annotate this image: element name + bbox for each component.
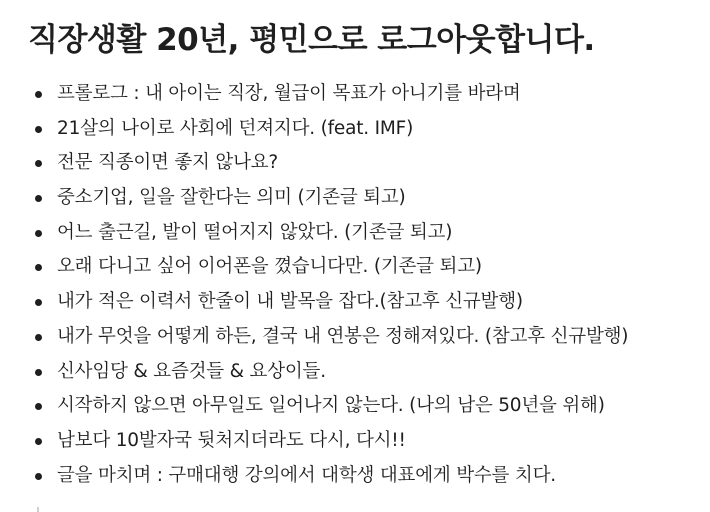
scroll-edge-mark: [37, 507, 39, 512]
list-item: [0, 389, 628, 424]
list-item: [0, 77, 628, 112]
bullet-icon: [35, 473, 42, 480]
page-title: 직장생활 20년, 평민으로 로그아웃합니다.: [28, 22, 595, 58]
list-item-text[interactable]: 어느 출근길, 발이 떨어지지 않았다. (기존글 퇴고): [57, 221, 453, 243]
bullet-icon: [35, 334, 42, 341]
list-item: [0, 112, 628, 147]
list-item-text[interactable]: 남보다 10발자국 뒷처지더라도 다시, 다시!!: [57, 429, 406, 451]
bullet-icon: [35, 230, 42, 237]
bullet-icon: [35, 126, 42, 133]
bullet-icon: [35, 299, 42, 306]
list-item: [0, 146, 628, 181]
list-item-text[interactable]: 21살의 나이로 사회에 던져지다. (feat. IMF): [57, 117, 414, 139]
list-item-text[interactable]: 내가 무엇을 어떻게 하든, 결국 내 연봉은 정해져있다. (참고후 신규발행): [57, 325, 629, 347]
bullet-icon: [35, 264, 42, 271]
list-item-text[interactable]: 프롤로그 : 내 아이는 직장, 월급이 목표가 아니기를 바라며: [57, 83, 521, 104]
list-item: [0, 181, 628, 216]
list-item-text[interactable]: 중소기업, 일을 잘한다는 의미 (기존글 퇴고): [57, 187, 406, 209]
list-item: [0, 285, 628, 320]
list-item-text[interactable]: 전문 직종이면 좋지 않나요?: [57, 152, 279, 174]
list-item-text[interactable]: 오래 다니고 싶어 이어폰을 꼈습니다만. (기존글 퇴고): [57, 256, 482, 278]
list-item: [0, 216, 628, 251]
list-item-text[interactable]: 시작하지 않으면 아무일도 일어나지 않는다. (나의 남은 50년을 위해): [57, 395, 605, 417]
bullet-icon: [35, 91, 42, 98]
table-of-contents: [0, 77, 628, 493]
list-item-text[interactable]: 신사임당 & 요즘것들 & 요상이들.: [57, 360, 326, 382]
list-item: [0, 424, 628, 459]
list-item: [0, 355, 628, 390]
bullet-icon: [35, 369, 42, 376]
bullet-icon: [35, 438, 42, 445]
list-item-text[interactable]: 내가 적은 이력서 한줄이 내 발목을 잡다.(참고후 신규발행): [57, 291, 523, 313]
bullet-icon: [35, 403, 42, 410]
list-item: [0, 320, 628, 355]
bullet-icon: [35, 160, 42, 167]
list-item-text[interactable]: 글을 마치며 : 구매대행 강의에서 대학생 대표에게 박수를 치다.: [57, 464, 556, 486]
list-item: [0, 250, 628, 285]
list-item: [0, 459, 628, 494]
bullet-icon: [35, 195, 42, 202]
